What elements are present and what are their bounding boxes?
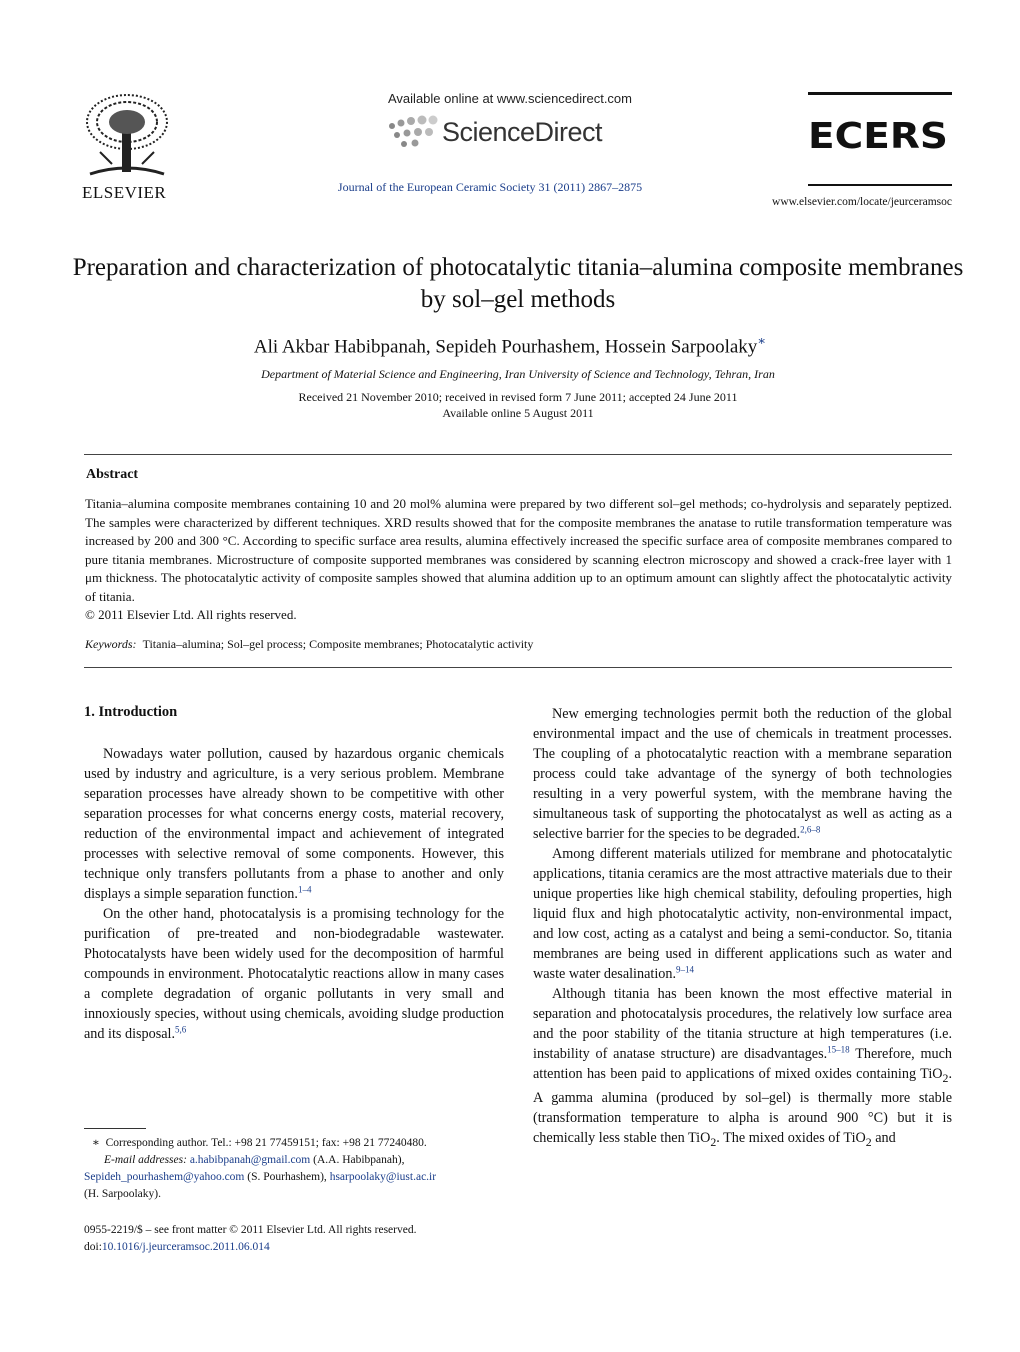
- paragraph-text: New emerging technologies permit both the reduction of the global environmental impact and the use of chemicals in treatment processes. The coupling of a photocatalytic reaction with a membrane separation process could take advantage of the synergy of both technologies resulting in a very powerful system, with the membrane having the simultaneous task of supporting the photocatalyst as well as acting as a selective barrier for the species to be degraded.: [533, 706, 952, 842]
- logo-rule-bottom: [808, 184, 952, 186]
- footnote-rule: [84, 1128, 146, 1129]
- sciencedirect-dots-icon: [384, 112, 440, 152]
- paragraph: [533, 844, 952, 984]
- paragraph-text: Nowadays water pollution, caused by hazardous organic chemicals used by industry and agriculture, is a very serious problem. Membrane separation processes have already shown to be competitive with other separation processes for what concerns energy costs, material recovery, reduction of the environmental impact and achievement of integrated processes with selective removal of some components. However, this technique only transfers pollutants from a phase to another and only displays a simple separation function.: [84, 746, 504, 902]
- section-heading-introduction: 1. Introduction: [84, 704, 178, 720]
- email-label: E-mail addresses:: [104, 1154, 187, 1166]
- logo-rule-top: [808, 92, 952, 95]
- footnote-emails: [84, 1152, 504, 1169]
- paragraph-text: Although titania has been known the most effective material in separation and photocatalysis procedures, the relatively low surface area and the poor stability of the titania structure at high temperatures (i.e. instability of anatase structure) are disadvantages.: [533, 986, 952, 1062]
- citation-ref[interactable]: 1–4: [297, 884, 312, 895]
- sciencedirect-logo: [384, 112, 624, 152]
- paragraph-text: Therefore, much attention has been paid to applications of mixed oxides containing TiO: [533, 1046, 952, 1082]
- column-left: [84, 744, 504, 1044]
- subscript: 2: [942, 1070, 949, 1085]
- footnote-emails-end: [84, 1186, 504, 1203]
- email-link[interactable]: Sepideh_pourhashem@yahoo.com: [84, 1171, 245, 1183]
- ecers-mark-icon: [808, 117, 952, 153]
- received-dates: Received 21 November 2010; received in revised form 7 June 2011; accepted 24 June 2011: [298, 390, 738, 404]
- paragraph: [84, 744, 504, 904]
- society-logo: [808, 92, 952, 186]
- author-list: [0, 333, 1020, 358]
- sciencedirect-wordmark: ScienceDirect: [442, 116, 603, 147]
- corresponding-mark[interactable]: ∗: [757, 333, 767, 348]
- paragraph-text: . A gamma alumina (produced by sol–gel) is thermally more stable (transformation temperature to alpha is around 900 °C) but it is chemically less stable then TiO: [533, 1066, 952, 1146]
- email-owner: (S. Pourhashem),: [247, 1171, 327, 1183]
- email-owner: (H. Sarpoolaky).: [84, 1188, 161, 1200]
- issn-line: 0955-2219/$ – see front matter © 2011 Elsevier Ltd. All rights reserved.: [84, 1224, 417, 1236]
- rule-above-abstract: [84, 454, 952, 455]
- paragraph-text: and: [871, 1129, 896, 1146]
- footnote-corr-text: Corresponding author. Tel.: +98 21 77459151; fax: +98 21 77240480.: [105, 1137, 427, 1149]
- rule-below-abstract: [84, 667, 952, 668]
- keywords-list: Titania–alumina; Sol–gel process; Composite membranes; Photocatalytic activity: [142, 637, 534, 651]
- email-link[interactable]: hsarpoolaky@iust.ac.ir: [329, 1171, 437, 1183]
- citation-ref[interactable]: 2,6–8: [800, 824, 821, 835]
- column-right: [533, 704, 952, 1152]
- doi-line: [84, 1239, 504, 1256]
- journal-reference[interactable]: Journal of the European Ceramic Society 31 (2011) 2867–2875: [337, 180, 643, 194]
- history-dates: [0, 389, 1020, 421]
- footnote-corr: [84, 1135, 504, 1152]
- journal-url[interactable]: www.elsevier.com/locate/jeurceramsoc: [772, 196, 952, 208]
- paragraph: [84, 904, 504, 1044]
- keywords-label: Keywords:: [85, 637, 137, 651]
- paragraph: [533, 704, 952, 844]
- paragraph: [533, 984, 952, 1152]
- subscript: 2: [865, 1134, 872, 1149]
- abstract-heading: Abstract: [86, 467, 139, 482]
- available-online-text: Available online at www.sciencedirect.com: [388, 91, 632, 106]
- authors-text: Ali Akbar Habibpanah, Sepideh Pourhashem, Hossein Sarpoolaky: [253, 336, 758, 358]
- email-link[interactable]: a.habibpanah@gmail.com: [189, 1154, 311, 1166]
- abstract-copyright: © 2011 Elsevier Ltd. All rights reserved.: [85, 607, 297, 622]
- paragraph-text: On the other hand, photocatalysis is a promising technology for the purification of pre-treated and non-biodegradable wastewater. Photocatalysts have been widely used for the decomposition of harmful compounds in environment. Photocatalytic reactions allow in many cases a complete degradation of organic pollutants in very small and innoxiously species, without using chemicals, avoiding sludge production and its disposal.: [84, 906, 504, 1042]
- corresponding-footnote: [84, 1135, 504, 1203]
- abstract-text: Titania–alumina composite membranes containing 10 and 20 mol% alumina were prepared by two different sol–gel methods; co-hydrolysis and separately peptized. The samples were characterized by different techniques. XRD results showed that for the composite membranes the anatase to rutile transformation temperature was increased by 200 and 300 °C. According to specific surface area results, alumina effectively increased the specific surface area of composite membranes compared to pure titania membranes. Microstructure of composite supported membranes was considered by scanning electron microscopy and showed a crack-free layer with 1 μm thickness. The photocatalytic activity of composite samples showed that alumina addition up to an optimum amount can slightly affect the photocatalytic activity of titania.: [85, 496, 952, 604]
- affiliation: Department of Material Science and Engineering, Iran University of Science and Technology, Tehran, Iran: [261, 367, 775, 381]
- keywords-line: [85, 637, 533, 652]
- doi-link[interactable]: 10.1016/j.jeurceramsoc.2011.06.014: [101, 1241, 270, 1253]
- citation-ref[interactable]: 5,6: [175, 1024, 187, 1035]
- email-owner: (A.A. Habibpanah),: [313, 1154, 405, 1166]
- footnote-mark: ∗: [92, 1137, 100, 1149]
- abstract-body: [85, 495, 952, 625]
- doi-label: doi:: [84, 1241, 102, 1253]
- subscript: 2: [710, 1134, 717, 1149]
- footnote-emails-cont: [84, 1169, 504, 1186]
- article-title: Preparation and characterization of photocatalytic titania–alumina composite membranes by sol–gel methods: [72, 254, 964, 313]
- ecers-logo-text: ECERS: [808, 117, 948, 153]
- citation-ref[interactable]: 15–18: [827, 1044, 850, 1055]
- publisher-name: ELSEVIER: [82, 183, 167, 202]
- citation-ref[interactable]: 9–14: [676, 964, 695, 975]
- paragraph-text: . The mixed oxides of TiO: [716, 1129, 866, 1146]
- available-date: Available online 5 August 2011: [442, 406, 594, 420]
- front-matter: [84, 1222, 504, 1256]
- paragraph-text: Among different materials utilized for membrane and photocatalytic applications, titania ceramics are the most attractive materials due to their unique properties like high chemical stability, defouling properties, high liquid flux and high photocatalytic activity, non-environmental impact, and low cost, acting as a catalyst and being a semi-conductor. So, titania membranes are being used in different applications such as water and waste water desalination.: [533, 846, 952, 982]
